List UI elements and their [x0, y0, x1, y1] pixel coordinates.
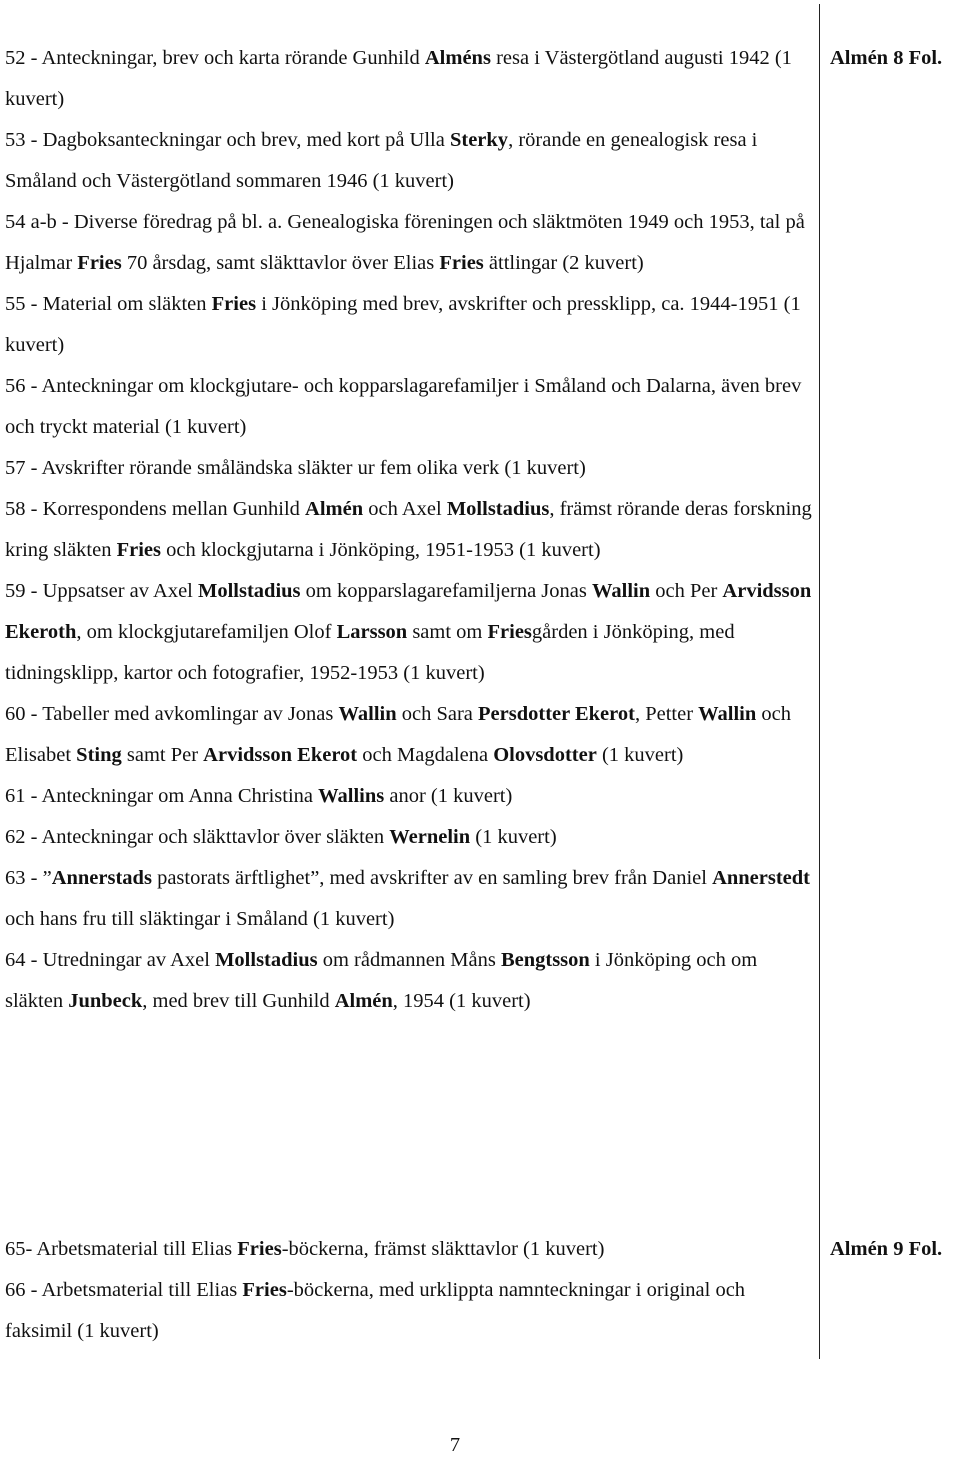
entry-name-bold: Fries [237, 1238, 282, 1260]
catalogue-entry [5, 202, 815, 284]
entry-name-bold: Persdotter Ekerot [478, 703, 635, 725]
entry-text: resa i Västergötland augusti 1942 (1 kuvert) [5, 47, 792, 110]
page-number: 7 [449, 1434, 461, 1456]
entry-name-bold: Junbeck [68, 990, 143, 1012]
catalogue-entry [5, 1229, 815, 1270]
entry-text: 65- Arbetsmaterial till Elias [5, 1238, 238, 1260]
entry-text: och Per [650, 580, 723, 602]
entry-text: , främst rörande deras forskning kring släkten [5, 498, 812, 561]
entry-name-bold: Wallin [592, 580, 651, 602]
entry-text: 66 - Arbetsmaterial till Elias [5, 1279, 243, 1301]
entry-name-bold: Olovsdotter [493, 744, 597, 766]
entry-text: pastorats ärftlighet”, med avskrifter av en samling brev från Daniel [151, 867, 713, 889]
catalogue-entry [5, 571, 815, 694]
entry-text: om rådmannen Måns [317, 949, 501, 971]
entry-text: 59 - Uppsatser av Axel [5, 580, 198, 602]
entry-text: 64 - Utredningar av Axel [5, 949, 216, 971]
entry-text: 61 - Anteckningar om Anna Christina [5, 785, 319, 807]
catalogue-entry [5, 776, 815, 817]
entry-name-bold: Sting [76, 744, 122, 766]
entry-name-bold: Mollstadius [446, 498, 550, 520]
catalogue-entry [5, 940, 815, 1022]
entry-text: 70 årsdag, samt släkttavlor över Elias [121, 252, 440, 274]
entry-text: 58 - Korrespondens mellan Gunhild [5, 498, 306, 520]
catalogue-entry [5, 858, 815, 940]
entry-text: (1 kuvert) [470, 826, 557, 848]
entry-text: (1 kuvert) [596, 744, 684, 766]
entry-name-bold: Fries [439, 252, 484, 274]
entry-text: 63 - ” [5, 867, 52, 889]
catalogue-block-almen-9 [5, 1229, 815, 1352]
entry-text: -böckerna, med urklippta namnteckningar i original och faksimil (1 kuvert) [5, 1279, 746, 1342]
catalogue-entry [5, 1270, 815, 1352]
entry-name-bold: Mollstadius [198, 580, 301, 602]
entry-text: 53 - Dagboksanteckningar och brev, med kort på Ulla [5, 129, 450, 151]
catalogue-entry [5, 120, 815, 202]
entry-name-bold: Sterky [449, 129, 509, 151]
entry-text: ättlingar (2 kuvert) [483, 252, 644, 274]
entry-text: 60 - Tabeller med avkomlingar av Jonas [5, 703, 339, 725]
entry-text: , med brev till Gunhild [142, 990, 335, 1012]
entry-text: , om klockgjutarefamiljen Olof [76, 621, 337, 643]
entry-name-bold: Arvidsson Ekeroth [5, 580, 812, 643]
shelfmark-almen-9: Almén 9 Fol. [830, 1238, 943, 1260]
entry-name-bold: Bengtsson [500, 949, 590, 971]
entry-text: och Magdalena [357, 744, 494, 766]
catalogue-entry [5, 489, 815, 571]
entry-name-bold: Wernelin [389, 826, 471, 848]
entry-text: , Petter [634, 703, 699, 725]
entry-name-bold: Almén [334, 990, 393, 1012]
entry-name-bold: Wallin [698, 703, 757, 725]
entry-text: 52 - Anteckningar, brev och karta rörande Gunhild [5, 47, 425, 69]
entry-text: 56 - Anteckningar om klockgjutare- och kopparslagarefamiljer i Småland och Dalarna, även brev och tryckt material (1 kuvert) [5, 375, 802, 438]
catalogue-entry [5, 448, 815, 489]
catalogue-entry [5, 817, 815, 858]
entry-text: 55 - Material om släkten [5, 293, 212, 315]
entry-text: -böckerna, främst släkttavlor (1 kuvert) [281, 1238, 605, 1260]
entry-name-bold: Almén [305, 498, 364, 520]
entry-text: , 1954 (1 kuvert) [392, 990, 531, 1012]
entry-text: och hans fru till släktingar i Småland (1 kuvert) [5, 908, 395, 930]
entry-name-bold: Arvidsson Ekerot [203, 744, 358, 766]
entry-name-bold: Fries [211, 293, 257, 315]
entry-text: , rörande en genealogisk resa i Småland och Västergötland sommaren 1946 (1 kuvert) [5, 129, 758, 192]
entry-name-bold: Fries [77, 252, 122, 274]
entry-text: i Jönköping med brev, avskrifter och pressklipp, ca. 1944-1951 (1 kuvert) [5, 293, 801, 356]
entry-name-bold: Mollstadius [215, 949, 318, 971]
entry-text: gården i Jönköping, med tidningsklipp, kartor och fotografier, 1952-1953 (1 kuvert) [5, 621, 735, 684]
entry-name-bold: Annerstads [51, 867, 152, 889]
shelfmark-almen-8: Almén 8 Fol. [830, 47, 943, 69]
catalogue-block-almen-8 [5, 38, 815, 1022]
entry-name-bold: Fries [116, 539, 161, 561]
entry-text: 57 - Avskrifter rörande småländska släkter ur fem olika verk (1 kuvert) [5, 457, 586, 479]
entry-name-bold: Annerstedt [712, 867, 811, 889]
entry-text: om kopparslagarefamiljerna Jonas [300, 580, 592, 602]
entry-name-bold: Wallin [338, 703, 397, 725]
entry-text: samt om [407, 621, 488, 643]
entry-text: och Sara [396, 703, 479, 725]
entry-text: i Jönköping och om släkten [5, 949, 758, 1012]
entry-text: samt Per [121, 744, 204, 766]
entry-text: 62 - Anteckningar och släkttavlor över släkten [5, 826, 390, 848]
catalogue-entry [5, 38, 815, 120]
catalogue-entry [5, 284, 815, 366]
entry-name-bold: Fries [487, 621, 532, 643]
entry-text: och Axel [363, 498, 447, 520]
entry-text: anor (1 kuvert) [384, 785, 513, 807]
column-divider [819, 4, 820, 1359]
entry-text: 54 a-b - Diverse föredrag på bl. a. Genealogiska föreningen och släktmöten 1949 och 1953, tal på Hjalmar [5, 211, 805, 274]
catalogue-entry [5, 366, 815, 448]
entry-name-bold: Wallins [318, 785, 385, 807]
entry-text: och Elisabet [5, 703, 791, 766]
catalogue-entry [5, 694, 815, 776]
entry-name-bold: Alméns [424, 47, 491, 69]
entry-name-bold: Larsson [336, 621, 408, 643]
entry-text: och klockgjutarna i Jönköping, 1951-1953 (1 kuvert) [161, 539, 601, 561]
entry-name-bold: Fries [242, 1279, 287, 1301]
